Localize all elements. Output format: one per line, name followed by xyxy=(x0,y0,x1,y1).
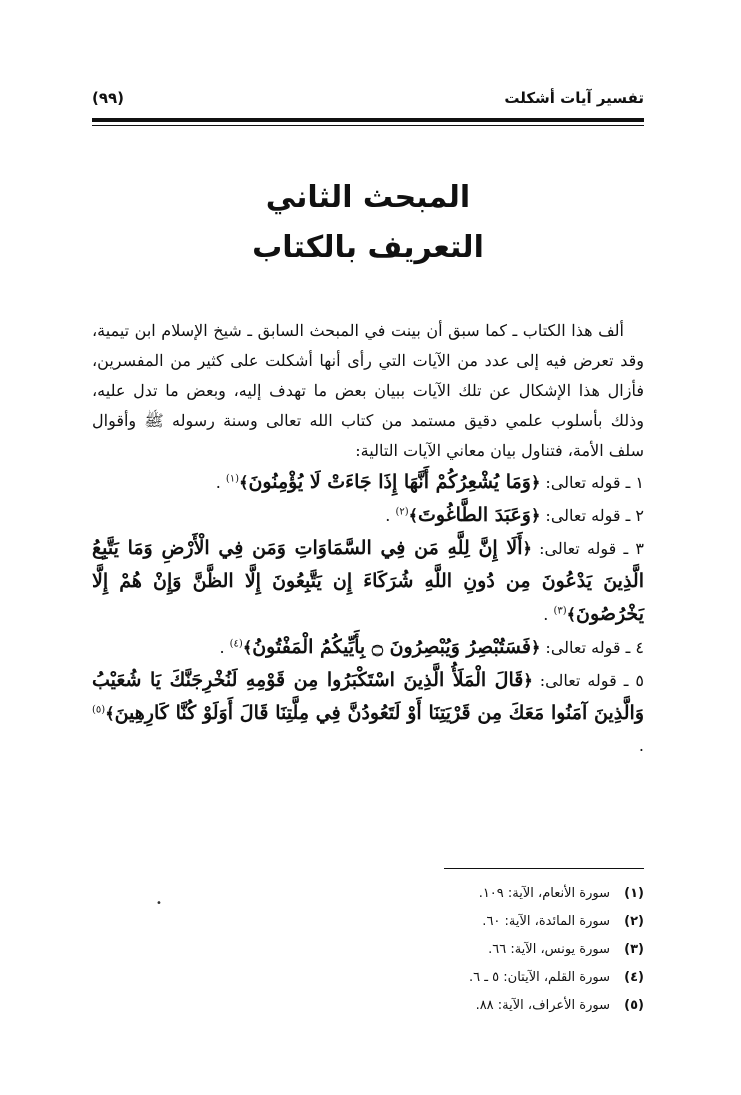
ornate-bracket-open: ﴿ xyxy=(523,671,533,690)
quran-verse: فَسَتُبْصِرُ وَيُبْصِرُونَ ۝ بِأَيِّيكُمُ الْمَفْتُونُ xyxy=(252,636,531,658)
verse-end: . xyxy=(215,473,221,492)
verse-prefix: قوله تعالى: xyxy=(545,473,621,492)
verse-item xyxy=(92,532,644,631)
footnotes xyxy=(92,880,644,1020)
verse-end: . xyxy=(219,638,225,657)
ornate-bracket-open: ﴿ xyxy=(530,506,541,525)
section-subheading: التعريف بالكتاب xyxy=(252,230,484,265)
footnote-ref: (١) xyxy=(225,473,240,485)
footnote-text: سورة الأنعام، الآية: ١٠٩. xyxy=(478,886,610,901)
verse-number: ٤ ـ xyxy=(625,638,644,657)
body-text xyxy=(92,316,644,762)
page-number: (٩٩) xyxy=(92,89,125,107)
book-title: تفسير آيات أشكلت xyxy=(504,89,644,107)
verse-item xyxy=(92,631,644,664)
verse-number: ١ ـ xyxy=(625,473,644,492)
footnote-item xyxy=(92,880,644,908)
verse-item xyxy=(92,664,644,762)
verse-end: . xyxy=(543,605,549,624)
intro-paragraph: ألف هذا الكتاب ـ كما سبق أن بينت في المبحث السابق ـ شيخ الإسلام ابن تيمية، وقد تعرض فيه إلى عدد من الآيات التي رأى أنها أشكلت على كثير من المفسرين، فأزال هذا الإشكال عن تلك الآيات ببيان بعض ما تهدف إليه، وبعض ما تدل عليه، وذلك بأسلوب علمي دقيق مستمد من كتاب الله تعالى وسنة رسوله ﷺ وأقوال سلف الأمة، فتناول بيان معاني الآيات التالية: xyxy=(92,321,645,460)
ornate-bracket-open: ﴿ xyxy=(530,473,541,492)
verse-prefix: قوله تعالى: xyxy=(539,671,617,690)
quran-verse: أَلَا إِنَّ لِلَّهِ مَن فِي السَّمَاوَاتِ وَمَن فِي الْأَرْضِ وَمَا يَتَّبِعُ الَّذِينَ يَدْعُونَ مِن دُونِ اللَّهِ شُرَكَاءَ إِن يَتَّبِعُونَ إِلَّا الظَّنَّ وَإِنْ هُمْ إِلَّا يَخْرُصُونَ xyxy=(92,537,644,625)
footnote-separator xyxy=(444,868,644,869)
footnote-number: (٢) xyxy=(624,914,644,929)
footnote-text: سورة يونس، الآية: ٦٦. xyxy=(488,942,610,957)
footnote-number: (١) xyxy=(624,886,644,901)
ornate-bracket-close: ﴾ xyxy=(242,638,253,657)
footnote-ref: (٢) xyxy=(395,506,409,518)
footnote-text: سورة الأعراف، الآية: ٨٨. xyxy=(475,998,610,1013)
footnote-ref: (٥) xyxy=(92,704,106,716)
ornate-bracket-close: ﴾ xyxy=(239,473,249,492)
section-heading: المبحث الثاني xyxy=(265,180,471,215)
header-rule-thin xyxy=(92,125,644,126)
verse-prefix: قوله تعالى: xyxy=(545,506,621,525)
quran-verse: وَعَبَدَ الطَّاغُوتَ xyxy=(418,504,531,526)
footnote-ref: (٤) xyxy=(229,638,243,650)
header-rule-thick xyxy=(92,118,644,122)
verse-end: . xyxy=(638,736,644,755)
footnote-text: سورة القلم، الآيتان: ٥ ـ ٦. xyxy=(468,970,610,985)
verse-number: ٢ ـ xyxy=(625,506,644,525)
running-header xyxy=(92,84,644,112)
verse-number: ٥ ـ xyxy=(623,671,645,690)
ornate-bracket-close: ﴾ xyxy=(566,605,577,624)
quran-verse: وَمَا يُشْعِرُكُمْ أَنَّهَا إِذَا جَاءَتْ لَا يُؤْمِنُونَ xyxy=(248,471,531,493)
ornate-bracket-open: ﴿ xyxy=(522,539,532,558)
footnote-text: سورة المائدة، الآية: ٦٠. xyxy=(482,914,610,929)
footnote-number: (٤) xyxy=(624,970,644,985)
footnote-number: (٥) xyxy=(624,998,644,1013)
verse-list xyxy=(92,466,644,762)
verse-end: . xyxy=(385,506,391,525)
footnote-item xyxy=(92,908,644,936)
ornate-bracket-open: ﴿ xyxy=(530,638,541,657)
quran-verse: قَالَ الْمَلَأُ الَّذِينَ اسْتَكْبَرُوا مِن قَوْمِهِ لَنُخْرِجَنَّكَ يَا شُعَيْبُ وَالَّذِينَ آمَنُوا مَعَكَ مِن قَرْيَتِنَا أَوْ لَتَعُودُنَّ فِي مِلَّتِنَا قَالَ أَوَلَوْ كُنَّا كَارِهِينَ xyxy=(92,669,644,724)
ornate-bracket-close: ﴾ xyxy=(408,506,419,525)
verse-number: ٣ ـ xyxy=(623,539,645,558)
footnote-ref: (٣) xyxy=(553,605,567,617)
verse-prefix: قوله تعالى: xyxy=(545,638,621,657)
print-speck: • xyxy=(156,898,162,909)
verse-item xyxy=(92,466,644,499)
verse-prefix: قوله تعالى: xyxy=(539,539,617,558)
footnote-number: (٣) xyxy=(624,942,644,957)
verse-item xyxy=(92,499,644,532)
footnote-item xyxy=(92,936,644,964)
footnote-item xyxy=(92,992,644,1020)
footnote-item xyxy=(92,964,644,992)
ornate-bracket-close: ﴾ xyxy=(105,704,115,723)
